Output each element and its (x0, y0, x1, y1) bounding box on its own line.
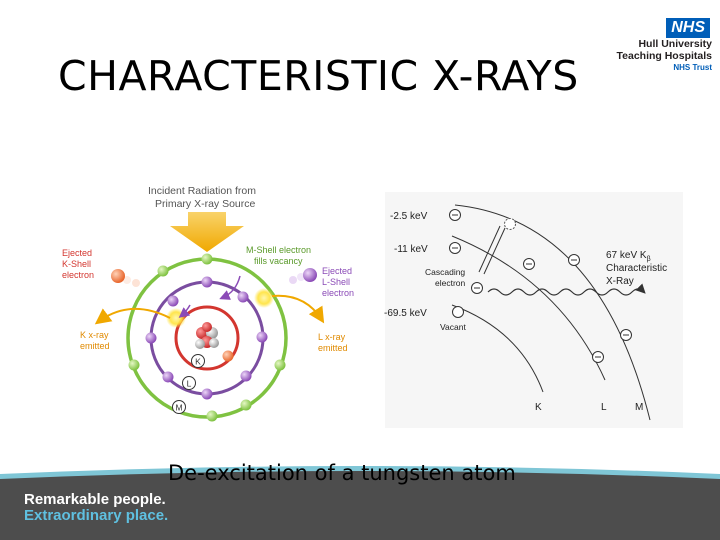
cascading-label-1: Cascading (425, 267, 466, 277)
footer-tagline-1: Remarkable people. (24, 491, 166, 508)
ejected-l-label-3: electron (322, 288, 355, 298)
logo-line-1: Hull University (638, 38, 712, 50)
k-shell-vacancy (453, 307, 464, 318)
shell-letter-m: M (635, 402, 644, 413)
ejected-k-label-1: Ejected (62, 248, 93, 258)
scan-background (385, 192, 683, 428)
kxray-label-2: emitted (80, 341, 110, 351)
energy-label-k: -69.5 keV (384, 308, 427, 319)
shell-letter-l: L (601, 402, 607, 413)
incident-radiation-arrow (170, 212, 244, 252)
ejected-l-electron (289, 268, 317, 284)
energy-level-diagram (384, 192, 683, 428)
nhs-badge: NHS (666, 18, 710, 38)
m-shell-letter: M (175, 402, 183, 413)
incident-label-1: Incident Radiation from (148, 185, 256, 197)
energy-label-l: -11 keV (394, 244, 428, 255)
l-vacancy-flash (254, 288, 274, 308)
ejected-k-electron (111, 269, 140, 287)
lxray-label-1: L x-ray (318, 332, 346, 342)
ejected-l-label-2: L-Shell (322, 277, 351, 287)
cascading-label-2: electron (435, 278, 466, 288)
nucleus (195, 322, 219, 349)
kbeta-label-2: Characteristic (606, 263, 668, 274)
ejected-k-label-2: K-Shell (62, 259, 92, 269)
l-shell-letter: L (186, 378, 192, 389)
slide-title: CHARACTERISTIC X-RAYS (58, 52, 579, 100)
kxray-label-1: K x-ray (80, 330, 109, 340)
logo-line-2: Teaching Hospitals (616, 50, 712, 62)
logo-line-3: NHS Trust (673, 63, 712, 72)
energy-label-m: -2.5 keV (390, 211, 428, 222)
incident-label-2: Primary X-ray Source (155, 198, 256, 210)
footer-tagline-2: Extraordinary place. (24, 507, 169, 524)
k-shell-letter: K (195, 356, 201, 367)
kbeta-label-3: X-Ray (606, 276, 634, 287)
shell-letter-k: K (535, 402, 542, 413)
ejected-l-label-1: Ejected (322, 266, 353, 276)
kbeta-label-1: 67 keV $K_\beta$ (606, 250, 651, 263)
mshell-label-1: M-Shell electron (246, 245, 312, 255)
figure-caption: De-excitation of a tungsten atom (168, 461, 516, 485)
lxray-label-2: emitted (318, 343, 348, 353)
vacant-label: Vacant (440, 322, 466, 332)
atom-shell-diagram (62, 185, 354, 422)
mshell-label-2: fills vacancy (254, 256, 303, 266)
ejected-k-label-3: electron (62, 270, 95, 280)
m-shell-vacancy (505, 219, 516, 230)
k-shell-electron (223, 351, 234, 362)
